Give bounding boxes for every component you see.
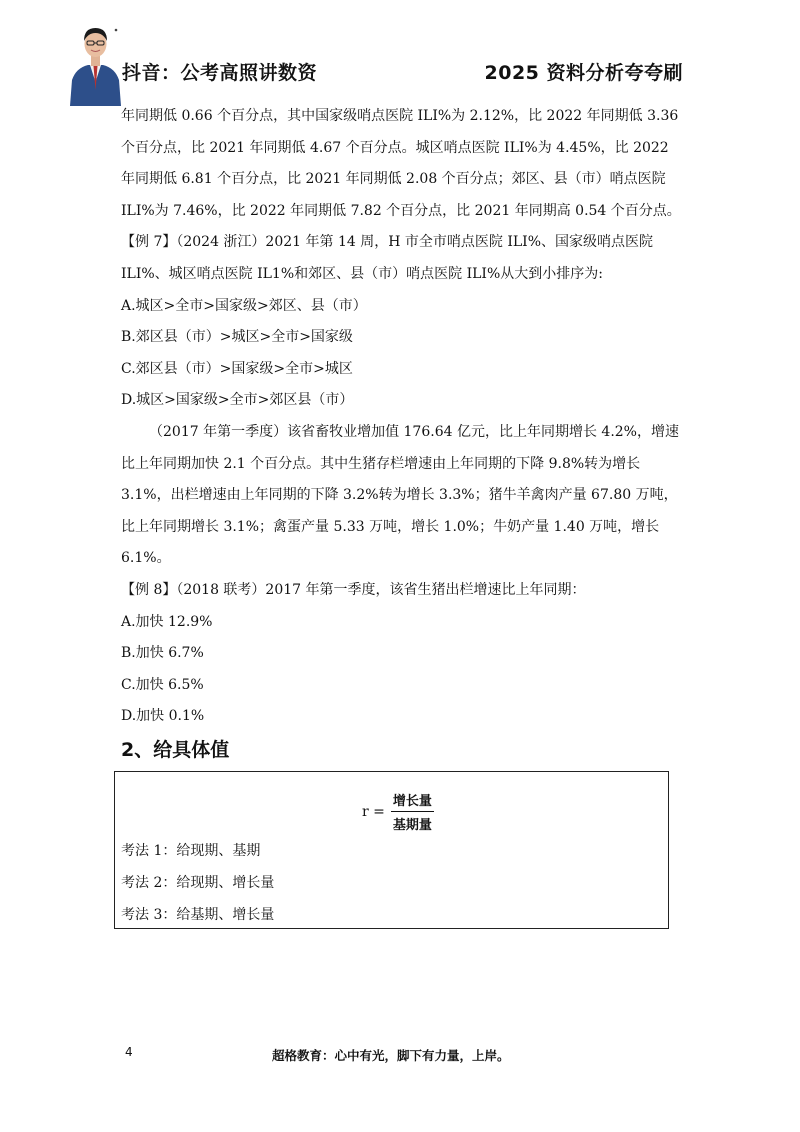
method-3: 考法 3：给基期、增长量 [121, 907, 275, 923]
presenter-avatar [68, 20, 123, 106]
example-7-option-b: B.郊区县（市）>城区>全市>国家级 [121, 329, 353, 346]
example-7-question: 【例 7】（2024 浙江）2021 年第 14 周，H 市全市哨点医院 ILI%、国家级哨点医院 ILI%、城区哨点医院 IL1%和郊区、县（市）哨点医院 ILI%从大到小排序为: [121, 234, 653, 282]
course-title: 2025 资料分析夸夸刷 [484, 62, 683, 84]
footer-slogan: 超格教育：心中有光，脚下有力量，上岸。 [272, 1048, 510, 1063]
formula-fraction [391, 790, 434, 833]
example-8-question: 【例 8】（2018 联考）2017 年第一季度，该省生猪出栏增速比上年同期： [121, 581, 586, 598]
formula-box [114, 771, 669, 929]
data-paragraph-livestock: （2017 年第一季度）该省畜牧业增加值 176.64 亿元，比上年同期增长 4.2%，增速比上年同期加快 2.1 个百分点。其中生猪存栏增速由上年同期的下降 9.8%转为增长 3.1%，出栏增速由上年同期的下降 3.2%转为增长 3.3%；猪牛羊禽肉产量 67.80 万吨，比上年同期增长 3.1%；禽蛋产量 5.33 万吨，增长 1.0%；牛奶产量 1.40 万吨，增长 6.1%。 [121, 423, 679, 567]
example-7-option-c: C.郊区县（市）>国家级>全市>城区 [121, 360, 353, 377]
example-7-option-d: D.城区>国家级>全市>郊区县（市） [121, 392, 354, 409]
method-1: 考法 1：给现期、基期 [121, 843, 261, 859]
channel-title: 抖音：公考高照讲数资 [122, 62, 318, 84]
example-8-option-c: C.加快 6.5% [121, 676, 204, 693]
example-8-option-d: D.加快 0.1% [121, 708, 205, 725]
method-list [121, 835, 274, 931]
data-paragraph-ili: 年同期低 0.66 个百分点，其中国家级哨点医院 ILI%为 2.12%，比 2022 年同期低 3.36 个百分点，比 2021 年同期低 4.67 个百分点。城区哨点医院 ILI%为 4.45%，比 2022 年同期低 6.81 个百分点，比 2021 年同期低 2.08 个百分点；郊区、县（市）哨点医院 ILI%为 7.46%，比 2022 年同期低 7.82 个百分点，比 2021 年同期高 0.54 个百分点。 [121, 108, 681, 219]
example-7-option-a: A.城区>全市>国家级>郊区、县（市） [121, 297, 367, 314]
body-text [121, 101, 683, 733]
page-header [0, 0, 800, 110]
section-heading: 2、给具体值 [121, 739, 230, 761]
example-8-option-b: B.加快 6.7% [121, 645, 204, 662]
formula-numerator: 增长量 [391, 790, 434, 812]
method-2: 考法 2：给现期、增长量 [121, 875, 275, 891]
formula-denominator: 基期量 [392, 818, 432, 833]
formula-lhs: r = [362, 803, 385, 820]
example-8-option-a: A.加快 12.9% [121, 613, 213, 630]
page-number: 4 [125, 1045, 133, 1059]
growth-rate-formula [362, 790, 434, 833]
